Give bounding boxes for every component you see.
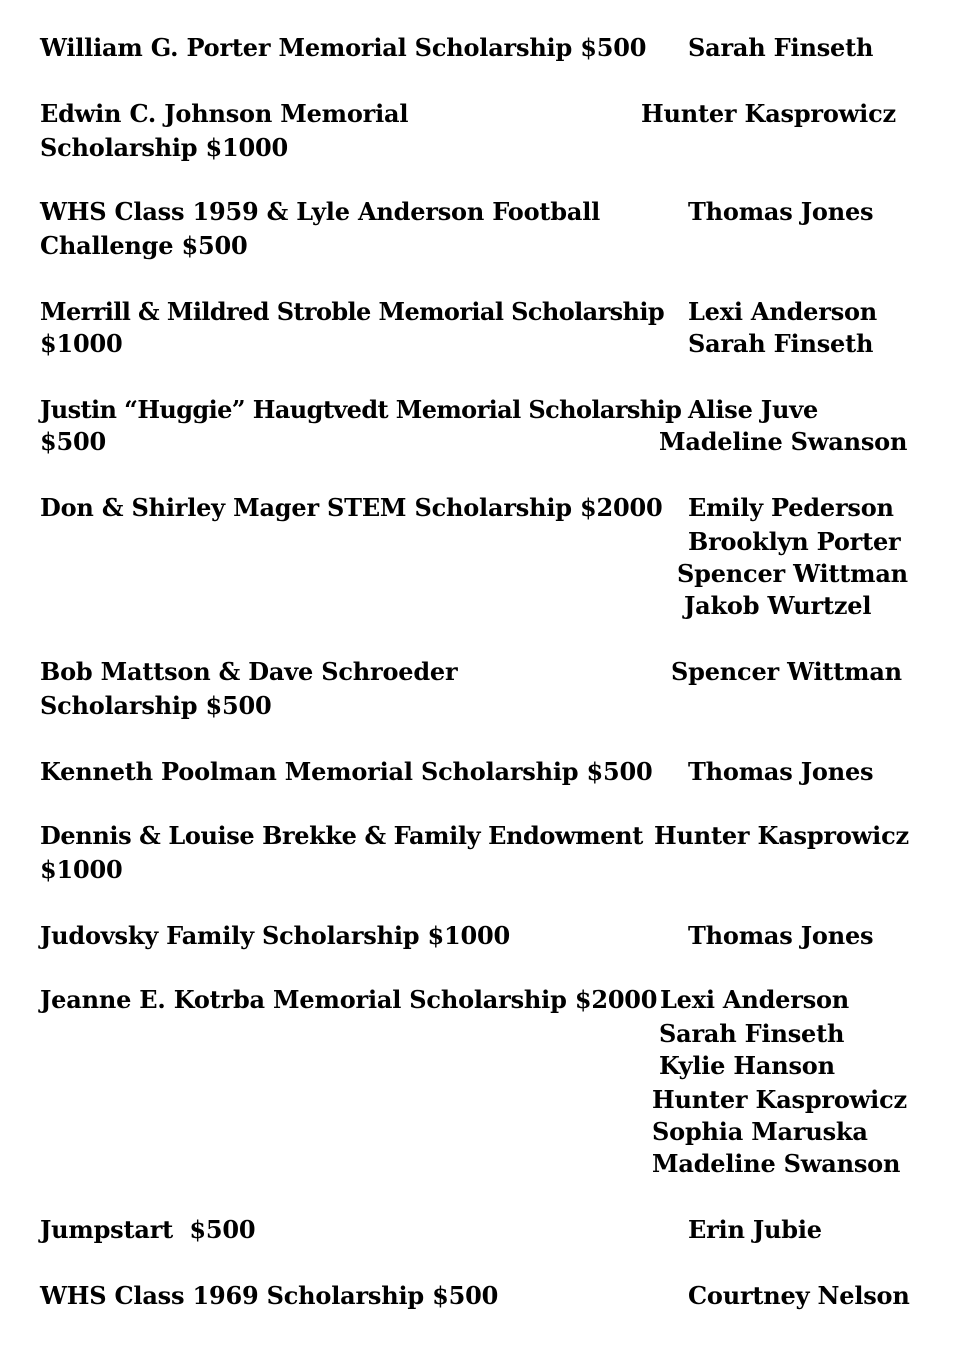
- recipient-name: Sarah Finseth: [688, 329, 874, 358]
- scholarship-name-continued: $500: [40, 427, 106, 456]
- scholarship-name: WHS Class 1969 Scholarship $500: [40, 1281, 499, 1310]
- recipient-name: Alise Juve: [688, 395, 819, 424]
- scholarship-name: Justin “Huggie” Haugtvedt Memorial Scholarship: [40, 395, 682, 424]
- recipient-name: Erin Jubie: [688, 1215, 822, 1244]
- scholarship-name-continued: $1000: [40, 855, 123, 884]
- recipient-name: Kylie Hanson: [659, 1051, 835, 1080]
- recipient-name: Sarah Finseth: [659, 1019, 845, 1048]
- recipient-name: Hunter Kasprowicz: [652, 1085, 907, 1114]
- recipient-name: Madeline Swanson: [652, 1149, 901, 1178]
- scholarship-name-continued: Challenge $500: [40, 231, 248, 260]
- scholarship-name: Merrill & Mildred Stroble Memorial Scholarship: [40, 297, 665, 326]
- scholarship-name: WHS Class 1959 & Lyle Anderson Football: [40, 197, 601, 226]
- recipient-name: Courtney Nelson: [688, 1281, 910, 1310]
- recipient-name: Thomas Jones: [688, 197, 874, 226]
- scholarship-name: Don & Shirley Mager STEM Scholarship $2000: [40, 493, 663, 522]
- recipient-name: Brooklyn Porter: [688, 527, 901, 556]
- recipient-name: Thomas Jones: [688, 757, 874, 786]
- recipient-name: Thomas Jones: [688, 921, 874, 950]
- scholarship-name: Judovsky Family Scholarship $1000: [40, 921, 511, 950]
- scholarship-name: Jumpstart $500: [40, 1215, 256, 1244]
- scholarship-name: Edwin C. Johnson Memorial: [40, 99, 409, 128]
- recipient-name: Jakob Wurtzel: [684, 591, 872, 620]
- recipient-name: Sophia Maruska: [652, 1117, 868, 1146]
- scholarship-name-continued: Scholarship $500: [40, 691, 272, 720]
- recipient-name: Lexi Anderson: [688, 297, 878, 326]
- scholarship-name: Kenneth Poolman Memorial Scholarship $500: [40, 757, 653, 786]
- recipient-name: Hunter Kasprowicz: [654, 821, 909, 850]
- scholarship-name: Bob Mattson & Dave Schroeder: [40, 657, 458, 686]
- scholarship-name-continued: $1000: [40, 329, 123, 358]
- scholarship-name-continued: Scholarship $1000: [40, 133, 289, 162]
- recipient-name: Madeline Swanson: [659, 427, 908, 456]
- recipient-name: Spencer Wittman: [671, 657, 902, 686]
- recipient-name: Emily Pederson: [688, 493, 894, 522]
- recipient-name: Hunter Kasprowicz: [641, 99, 896, 128]
- scholarship-name: William G. Porter Memorial Scholarship $500: [40, 33, 647, 62]
- scholarship-name: Jeanne E. Kotrba Memorial Scholarship $2000: [40, 985, 658, 1014]
- scholarship-name: Dennis & Louise Brekke & Family Endowment: [40, 821, 643, 850]
- recipient-name: Sarah Finseth: [688, 33, 874, 62]
- recipient-name: Lexi Anderson: [660, 985, 850, 1014]
- recipient-name: Spencer Wittman: [677, 559, 908, 588]
